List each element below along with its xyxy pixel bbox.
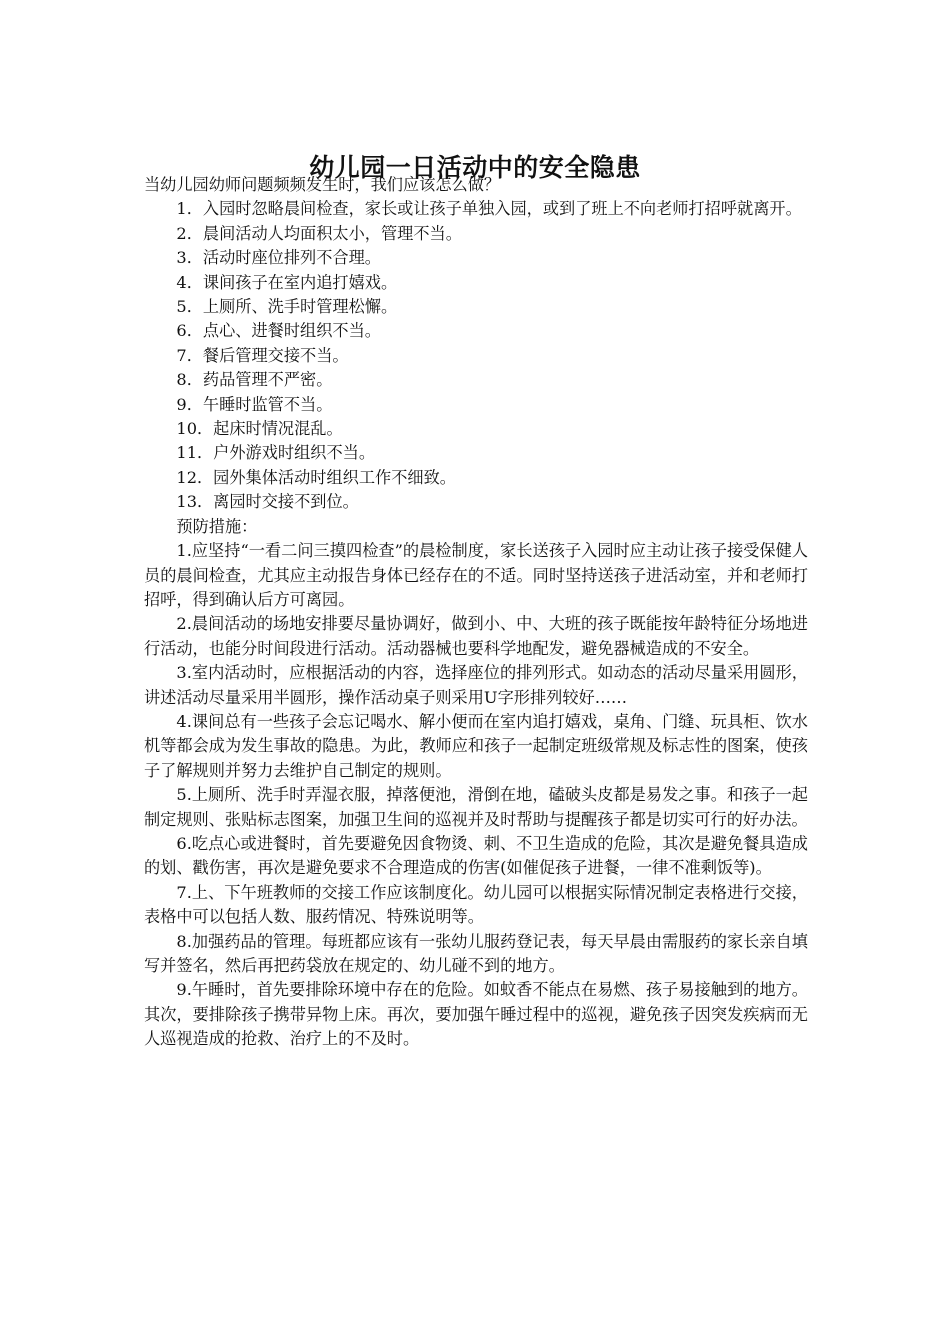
hazard-item-1: 1．入园时忽略晨间检查，家长或让孩子单独入园，或到了班上不向老师打招呼就离开。: [176, 199, 802, 219]
hazard-item-11: 11．户外游戏时组织不当。: [176, 443, 376, 463]
measures-heading: 预防措施：: [176, 516, 258, 536]
measure-paragraph-9: 9.午睡时，首先要排除环境中存在的危险。如蚊香不能点在易燃、孩子易接触到的地方。其次，要排除孩子携带异物上床。再次，要加强午睡过程中的巡视，避免孩子因突发疾病而无人巡视造成的抢救、治疗上的不及时。: [144, 980, 808, 1049]
hazard-item-10: 10．起床时情况混乱。: [176, 419, 343, 439]
hazard-item-4: 4．课间孩子在室内追打嬉戏。: [176, 272, 398, 292]
intro-line: 当幼儿园幼师问题频频发生时，我们应该怎么做？: [144, 175, 501, 194]
hazard-item-5: 5．上厕所、洗手时管理松懈。: [176, 297, 398, 317]
measure-paragraph-1: 1.应坚持“一看二问三摸四检查”的晨检制度，家长送孩子入园时应主动让孩子接受保健人员的晨间检查，尤其应主动报告身体已经存在的不适。同时坚持送孩子进活动室，并和老师打招呼，得到确认后方可离园。: [144, 541, 808, 609]
document-body: [144, 173, 808, 1052]
measure-paragraph-5: 5.上厕所、洗手时弄湿衣服，掉落便池，滑倒在地，磕破头皮都是易发之事。和孩子一起制定规则、张贴标志图案，加强卫生间的巡视并及时帮助与提醒孩子都是切实可行的好办法。: [144, 785, 808, 829]
measure-paragraph-6: 6.吃点心或进餐时，首先要避免因食物烫、刺、不卫生造成的危险，其次是避免餐具造成的划、戳伤害，再次是避免要求不合理造成的伤害(如催促孩子进餐，一律不准剩饭等)。: [144, 833, 808, 878]
hazard-item-13: 13．离园时交接不到位。: [176, 492, 359, 512]
document-title: 幼儿园一日活动中的安全隐患: [309, 152, 641, 182]
measure-paragraph-8: 8.加强药品的管理。每班都应该有一张幼儿服药登记表，每天早晨由需服药的家长亲自填写并签名，然后再把药袋放在规定的、幼儿碰不到的地方。: [144, 931, 808, 975]
hazard-item-3: 3．活动时座位排列不合理。: [176, 248, 381, 268]
hazard-item-2: 2．晨间活动人均面积太小，管理不当。: [176, 223, 462, 243]
measure-paragraph-2: 2.晨间活动的场地安排要尽量协调好，做到小、中、大班的孩子既能按年龄特征分场地进行活动，也能分时间段进行活动。活动器械也要科学地配发，避免器械造成的不安全。: [144, 614, 808, 658]
hazard-item-6: 6．点心、进餐时组织不当。: [176, 321, 381, 341]
hazard-item-8: 8．药品管理不严密。: [176, 370, 333, 390]
hazard-item-7: 7．餐后管理交接不当。: [176, 345, 349, 365]
measure-paragraph-7: 7.上、下午班教师的交接工作应该制度化。幼儿园可以根据实际情况制定表格进行交接，表格中可以包括人数、服药情况、特殊说明等。: [144, 882, 808, 927]
hazard-item-12: 12．园外集体活动时组织工作不细致。: [176, 467, 456, 487]
hazard-item-9: 9．午睡时监管不当。: [176, 394, 333, 414]
measure-paragraph-3: 3.室内活动时，应根据活动的内容，选择座位的排列形式。如动态的活动尽量采用圆形，讲述活动尽量采用半圆形，操作活动桌子则采用U字形排列较好……: [144, 663, 808, 707]
measure-paragraph-4: 4.课间总有一些孩子会忘记喝水、解小便而在室内追打嬉戏，桌角、门缝、玩具柜、饮水机等都会成为发生事故的隐患。为此，教师应和孩子一起制定班级常规及标志性的图案，使孩子了解规则并努力去维护自己制定的规则。: [144, 711, 808, 780]
